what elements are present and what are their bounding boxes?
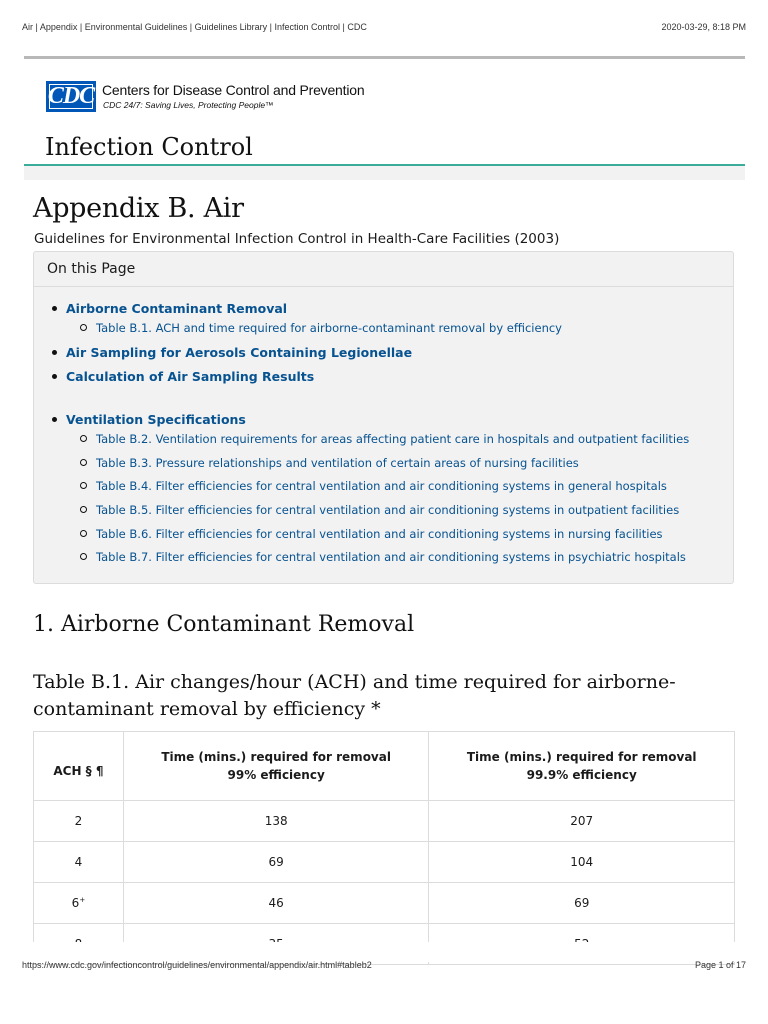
bullet-icon (52, 350, 57, 355)
circle-bullet-icon (80, 324, 87, 331)
bullet-icon (52, 374, 57, 379)
cdc-logo-mark: CDC (46, 81, 96, 112)
toc-sublink-table-b1[interactable]: Table B.1. ACH and time required for airborne-contaminant removal by efficiency (80, 321, 562, 335)
table-cell-ach: 4 (34, 842, 124, 883)
bullet-icon (52, 306, 57, 311)
table-row (34, 883, 735, 924)
print-header-date: 2020-03-29, 8:18 PM (661, 22, 746, 32)
page-subtitle: Guidelines for Environmental Infection Control in Health-Care Facilities (2003) (34, 231, 560, 247)
print-header (22, 22, 746, 36)
page-title: Appendix B. Air (33, 193, 244, 224)
print-footer (22, 960, 746, 974)
table-cell-t99: 69 (123, 842, 429, 883)
table-row (34, 842, 735, 883)
table-b1-title: Table B.1. Air changes/hour (ACH) and time required for airborne-contaminant removal by efficiency * (33, 671, 676, 720)
toc-sublink-table-b2[interactable]: Table B.2. Ventilation requirements for areas affecting patient care in hospitals and outpatient facilities (80, 432, 689, 446)
table-cell-t999: 69 (429, 883, 735, 924)
table-header-99: Time (mins.) required for removal 99% efficiency (123, 732, 429, 801)
toc-sublink-table-b5[interactable]: Table B.5. Filter efficiencies for central ventilation and air conditioning systems in outpatient facilities (80, 503, 679, 517)
on-this-page-box (33, 251, 734, 584)
top-divider (24, 56, 745, 59)
table-header-row (34, 732, 735, 801)
toc-link-calculation[interactable]: Calculation of Air Sampling Results (52, 369, 314, 384)
toc-link-airborne-contaminant-removal[interactable]: Airborne Contaminant Removal (52, 301, 287, 316)
table-cell-t999: 104 (429, 842, 735, 883)
toc-link-ventilation-specifications[interactable]: Ventilation Specifications (52, 412, 246, 427)
table-row (34, 801, 735, 842)
table-cell-ach: 6+ (34, 883, 124, 924)
circle-bullet-icon (80, 459, 87, 466)
table-b1 (33, 731, 735, 965)
toc-sublink-table-b3[interactable]: Table B.3. Pressure relationships and ventilation of certain areas of nursing facilities (80, 456, 579, 470)
print-footer-url: https://www.cdc.gov/infectioncontrol/guidelines/environmental/appendix/air.html#tableb2 (22, 960, 372, 970)
cdc-logo-tagline: CDC 24/7: Saving Lives, Protecting People™ (103, 100, 274, 110)
section-heading-airborne-contaminant-removal: 1. Airborne Contaminant Removal (33, 612, 415, 637)
bullet-icon (52, 417, 57, 422)
footnote-marker[interactable]: + (79, 896, 86, 904)
table-cell-t99: 138 (123, 801, 429, 842)
circle-bullet-icon (80, 506, 87, 513)
table-header-999: Time (mins.) required for removal 99.9% efficiency (429, 732, 735, 801)
on-this-page-heading: On this Page (34, 252, 733, 287)
table-header-ach: ACH § ¶ (34, 732, 124, 801)
toc-sublink-table-b6[interactable]: Table B.6. Filter efficiencies for central ventilation and air conditioning systems in nursing facilities (80, 527, 663, 541)
site-title-band (24, 166, 745, 180)
circle-bullet-icon (80, 530, 87, 537)
circle-bullet-icon (80, 553, 87, 560)
circle-bullet-icon (80, 482, 87, 489)
toc-sublink-table-b4[interactable]: Table B.4. Filter efficiencies for central ventilation and air conditioning systems in general hospitals (80, 479, 667, 493)
cdc-logo-name: Centers for Disease Control and Prevention (102, 82, 365, 98)
table-cell-ach: 2 (34, 801, 124, 842)
print-header-title: Air | Appendix | Environmental Guidelines | Guidelines Library | Infection Control | CDC (22, 22, 367, 32)
page-cut-mask (0, 942, 768, 962)
print-footer-page: Page 1 of 17 (694, 960, 746, 970)
table-cell-t99: 46 (123, 883, 429, 924)
toc-link-air-sampling[interactable]: Air Sampling for Aerosols Containing Legionellae (52, 345, 412, 360)
table-cell-t999: 207 (429, 801, 735, 842)
circle-bullet-icon (80, 435, 87, 442)
toc-sublink-table-b7[interactable]: Table B.7. Filter efficiencies for central ventilation and air conditioning systems in psychiatric hospitals (80, 550, 686, 564)
site-title[interactable]: Infection Control (45, 133, 253, 161)
